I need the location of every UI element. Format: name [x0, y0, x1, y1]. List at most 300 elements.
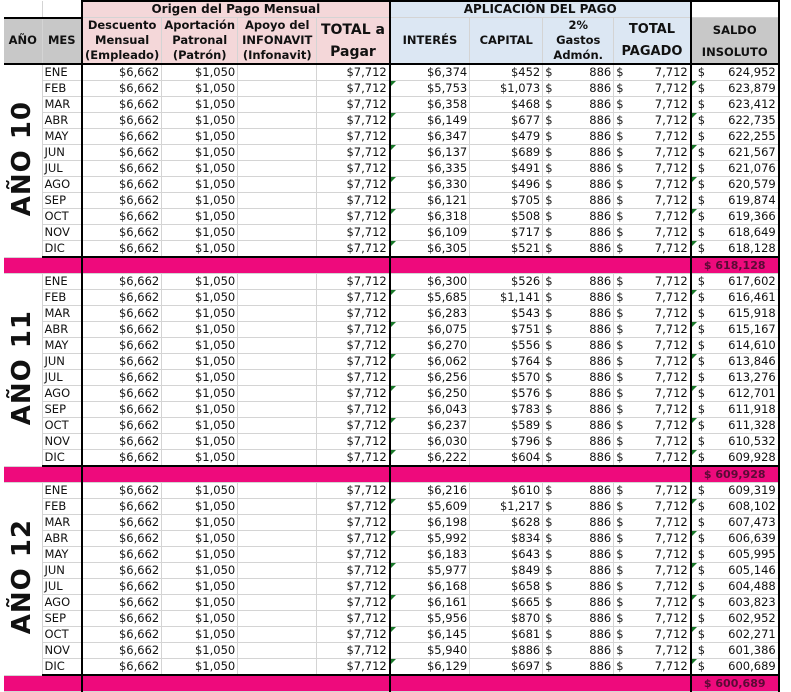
- cell-gastos[interactable]: [543, 643, 614, 659]
- cell-interes[interactable]: $6,347: [390, 129, 470, 145]
- cell-mes[interactable]: ABR: [42, 322, 82, 338]
- cell-total-pagado[interactable]: [614, 129, 691, 145]
- header-interes[interactable]: INTERÉS: [390, 18, 470, 65]
- separator-cell[interactable]: [4, 257, 82, 274]
- cell-gastos[interactable]: [543, 177, 614, 193]
- cell-gastos[interactable]: [543, 450, 614, 467]
- header-aportacion[interactable]: [162, 18, 238, 65]
- cell-apoyo[interactable]: [238, 595, 317, 611]
- cell-descuento[interactable]: $6,662: [82, 113, 162, 129]
- closing-balance[interactable]: $ 618,128: [691, 257, 779, 274]
- cell-saldo[interactable]: [691, 611, 779, 627]
- separator-cell[interactable]: [4, 675, 82, 692]
- cell-capital[interactable]: $849: [470, 563, 543, 579]
- cell-total-pagado[interactable]: [614, 450, 691, 467]
- cell-gastos[interactable]: [543, 274, 614, 290]
- cell-mes[interactable]: ABR: [42, 113, 82, 129]
- cell-interes[interactable]: $6,283: [390, 306, 470, 322]
- cell-descuento[interactable]: $6,662: [82, 129, 162, 145]
- cell-saldo[interactable]: [691, 531, 779, 547]
- cell-total-pagar[interactable]: $7,712: [317, 531, 390, 547]
- cell-gastos[interactable]: [543, 402, 614, 418]
- year-label-cell[interactable]: [4, 483, 42, 676]
- cell-saldo[interactable]: [691, 595, 779, 611]
- cell-aportacion[interactable]: $1,050: [162, 225, 238, 241]
- cell-mes[interactable]: FEB: [42, 290, 82, 306]
- cell-descuento[interactable]: $6,662: [82, 418, 162, 434]
- cell-total-pagado[interactable]: [614, 145, 691, 161]
- cell-total-pagado[interactable]: [614, 531, 691, 547]
- cell-apoyo[interactable]: [238, 177, 317, 193]
- cell-descuento[interactable]: $6,662: [82, 531, 162, 547]
- cell-total-pagado[interactable]: [614, 611, 691, 627]
- cell-descuento[interactable]: $6,662: [82, 499, 162, 515]
- cell-interes[interactable]: $6,198: [390, 515, 470, 531]
- cell-total-pagado[interactable]: [614, 113, 691, 129]
- cell-capital[interactable]: $697: [470, 659, 543, 676]
- cell-total-pagado[interactable]: [614, 402, 691, 418]
- cell-gastos[interactable]: [543, 193, 614, 209]
- cell-interes[interactable]: $6,222: [390, 450, 470, 467]
- cell-total-pagar[interactable]: $7,712: [317, 627, 390, 643]
- cell-gastos[interactable]: [543, 113, 614, 129]
- cell-gastos[interactable]: [543, 563, 614, 579]
- separator-cell[interactable]: [390, 466, 691, 483]
- cell-aportacion[interactable]: $1,050: [162, 241, 238, 258]
- cell-aportacion[interactable]: $1,050: [162, 290, 238, 306]
- cell-mes[interactable]: JUL: [42, 161, 82, 177]
- origen-group-header[interactable]: Origen del Pago Mensual: [82, 1, 390, 18]
- cell-interes[interactable]: $6,358: [390, 97, 470, 113]
- cell-saldo[interactable]: [691, 97, 779, 113]
- cell-aportacion[interactable]: $1,050: [162, 483, 238, 499]
- cell-capital[interactable]: $604: [470, 450, 543, 467]
- cell-mes[interactable]: NOV: [42, 643, 82, 659]
- cell-total-pagar[interactable]: $7,712: [317, 177, 390, 193]
- cell-total-pagar[interactable]: $7,712: [317, 113, 390, 129]
- cell-apoyo[interactable]: [238, 659, 317, 676]
- cell-gastos[interactable]: [543, 129, 614, 145]
- cell-descuento[interactable]: $6,662: [82, 643, 162, 659]
- cell-interes[interactable]: $6,183: [390, 547, 470, 563]
- cell-mes[interactable]: ENE: [42, 64, 82, 81]
- cell-mes[interactable]: JUN: [42, 145, 82, 161]
- cell-total-pagar[interactable]: $7,712: [317, 290, 390, 306]
- cell-saldo[interactable]: [691, 483, 779, 499]
- cell-apoyo[interactable]: [238, 97, 317, 113]
- cell-capital[interactable]: $491: [470, 161, 543, 177]
- cell-total-pagar[interactable]: $7,712: [317, 483, 390, 499]
- cell-total-pagar[interactable]: $7,712: [317, 161, 390, 177]
- cell-mes[interactable]: MAR: [42, 515, 82, 531]
- cell-descuento[interactable]: $6,662: [82, 193, 162, 209]
- cell-interes[interactable]: $6,121: [390, 193, 470, 209]
- cell-capital[interactable]: $717: [470, 225, 543, 241]
- empty-cell[interactable]: [4, 1, 42, 18]
- cell-total-pagar[interactable]: $7,712: [317, 563, 390, 579]
- cell-aportacion[interactable]: $1,050: [162, 370, 238, 386]
- cell-apoyo[interactable]: [238, 338, 317, 354]
- cell-saldo[interactable]: [691, 547, 779, 563]
- cell-capital[interactable]: $526: [470, 274, 543, 290]
- cell-total-pagado[interactable]: [614, 595, 691, 611]
- cell-mes[interactable]: SEP: [42, 611, 82, 627]
- cell-interes[interactable]: $5,685: [390, 290, 470, 306]
- cell-saldo[interactable]: [691, 659, 779, 676]
- cell-aportacion[interactable]: $1,050: [162, 499, 238, 515]
- cell-capital[interactable]: $665: [470, 595, 543, 611]
- cell-total-pagado[interactable]: [614, 97, 691, 113]
- cell-total-pagado[interactable]: [614, 322, 691, 338]
- cell-gastos[interactable]: [543, 659, 614, 676]
- cell-saldo[interactable]: [691, 627, 779, 643]
- separator-cell[interactable]: [82, 675, 390, 692]
- aplicacion-group-header[interactable]: APLICACIÓN DEL PAGO: [390, 1, 691, 18]
- cell-aportacion[interactable]: $1,050: [162, 402, 238, 418]
- cell-descuento[interactable]: $6,662: [82, 579, 162, 595]
- cell-gastos[interactable]: [543, 290, 614, 306]
- cell-total-pagado[interactable]: [614, 563, 691, 579]
- header-saldo[interactable]: [691, 18, 779, 65]
- cell-saldo[interactable]: [691, 370, 779, 386]
- cell-interes[interactable]: $6,300: [390, 274, 470, 290]
- cell-apoyo[interactable]: [238, 64, 317, 81]
- empty-cell[interactable]: [42, 1, 82, 18]
- cell-capital[interactable]: $496: [470, 177, 543, 193]
- cell-descuento[interactable]: $6,662: [82, 274, 162, 290]
- cell-descuento[interactable]: $6,662: [82, 595, 162, 611]
- cell-apoyo[interactable]: [238, 129, 317, 145]
- cell-saldo[interactable]: [691, 241, 779, 258]
- cell-saldo[interactable]: [691, 193, 779, 209]
- cell-gastos[interactable]: [543, 145, 614, 161]
- cell-total-pagar[interactable]: $7,712: [317, 145, 390, 161]
- cell-total-pagado[interactable]: [614, 354, 691, 370]
- cell-total-pagar[interactable]: $7,712: [317, 274, 390, 290]
- cell-gastos[interactable]: [543, 483, 614, 499]
- cell-interes[interactable]: $5,992: [390, 531, 470, 547]
- cell-total-pagar[interactable]: $7,712: [317, 306, 390, 322]
- cell-total-pagar[interactable]: $7,712: [317, 418, 390, 434]
- cell-interes[interactable]: $6,062: [390, 354, 470, 370]
- cell-saldo[interactable]: [691, 290, 779, 306]
- cell-aportacion[interactable]: $1,050: [162, 450, 238, 467]
- cell-aportacion[interactable]: $1,050: [162, 145, 238, 161]
- header-total-pagar[interactable]: [317, 18, 390, 65]
- cell-aportacion[interactable]: $1,050: [162, 563, 238, 579]
- cell-total-pagado[interactable]: [614, 290, 691, 306]
- header-capital[interactable]: CAPITAL: [470, 18, 543, 65]
- cell-saldo[interactable]: [691, 499, 779, 515]
- cell-interes[interactable]: $6,145: [390, 627, 470, 643]
- cell-capital[interactable]: $610: [470, 483, 543, 499]
- cell-total-pagar[interactable]: $7,712: [317, 402, 390, 418]
- cell-gastos[interactable]: [543, 611, 614, 627]
- year-label-cell[interactable]: [4, 274, 42, 467]
- cell-apoyo[interactable]: [238, 81, 317, 97]
- cell-interes[interactable]: $6,335: [390, 161, 470, 177]
- cell-total-pagado[interactable]: [614, 659, 691, 676]
- cell-capital[interactable]: $556: [470, 338, 543, 354]
- cell-gastos[interactable]: [543, 225, 614, 241]
- cell-mes[interactable]: MAY: [42, 129, 82, 145]
- cell-gastos[interactable]: [543, 515, 614, 531]
- cell-gastos[interactable]: [543, 579, 614, 595]
- cell-aportacion[interactable]: $1,050: [162, 129, 238, 145]
- cell-total-pagar[interactable]: $7,712: [317, 659, 390, 676]
- cell-total-pagado[interactable]: [614, 338, 691, 354]
- cell-aportacion[interactable]: $1,050: [162, 611, 238, 627]
- cell-apoyo[interactable]: [238, 193, 317, 209]
- cell-capital[interactable]: $1,217: [470, 499, 543, 515]
- cell-interes[interactable]: $6,129: [390, 659, 470, 676]
- cell-total-pagar[interactable]: $7,712: [317, 209, 390, 225]
- cell-total-pagar[interactable]: $7,712: [317, 193, 390, 209]
- cell-interes[interactable]: $6,043: [390, 402, 470, 418]
- cell-capital[interactable]: $677: [470, 113, 543, 129]
- cell-capital[interactable]: $764: [470, 354, 543, 370]
- cell-total-pagado[interactable]: [614, 418, 691, 434]
- cell-aportacion[interactable]: $1,050: [162, 193, 238, 209]
- cell-capital[interactable]: $1,141: [470, 290, 543, 306]
- cell-capital[interactable]: $576: [470, 386, 543, 402]
- cell-capital[interactable]: $628: [470, 515, 543, 531]
- cell-total-pagar[interactable]: $7,712: [317, 354, 390, 370]
- cell-capital[interactable]: $705: [470, 193, 543, 209]
- cell-capital[interactable]: $479: [470, 129, 543, 145]
- cell-gastos[interactable]: [543, 595, 614, 611]
- cell-descuento[interactable]: $6,662: [82, 161, 162, 177]
- cell-aportacion[interactable]: $1,050: [162, 274, 238, 290]
- cell-capital[interactable]: $870: [470, 611, 543, 627]
- cell-total-pagado[interactable]: [614, 547, 691, 563]
- cell-descuento[interactable]: $6,662: [82, 177, 162, 193]
- cell-mes[interactable]: MAR: [42, 306, 82, 322]
- cell-apoyo[interactable]: [238, 515, 317, 531]
- cell-saldo[interactable]: [691, 402, 779, 418]
- cell-descuento[interactable]: $6,662: [82, 547, 162, 563]
- cell-apoyo[interactable]: [238, 611, 317, 627]
- cell-saldo[interactable]: [691, 129, 779, 145]
- cell-apoyo[interactable]: [238, 627, 317, 643]
- cell-total-pagar[interactable]: $7,712: [317, 386, 390, 402]
- cell-saldo[interactable]: [691, 579, 779, 595]
- cell-gastos[interactable]: [543, 386, 614, 402]
- closing-balance[interactable]: $ 609,928: [691, 466, 779, 483]
- cell-mes[interactable]: AGO: [42, 177, 82, 193]
- cell-capital[interactable]: $689: [470, 145, 543, 161]
- cell-aportacion[interactable]: $1,050: [162, 306, 238, 322]
- cell-apoyo[interactable]: [238, 113, 317, 129]
- cell-gastos[interactable]: [543, 241, 614, 258]
- cell-apoyo[interactable]: [238, 370, 317, 386]
- cell-mes[interactable]: MAR: [42, 97, 82, 113]
- closing-balance[interactable]: $ 600,689: [691, 675, 779, 692]
- cell-mes[interactable]: SEP: [42, 402, 82, 418]
- cell-total-pagar[interactable]: $7,712: [317, 643, 390, 659]
- cell-mes[interactable]: OCT: [42, 209, 82, 225]
- cell-interes[interactable]: $6,149: [390, 113, 470, 129]
- cell-saldo[interactable]: [691, 306, 779, 322]
- cell-aportacion[interactable]: $1,050: [162, 434, 238, 450]
- cell-mes[interactable]: JUL: [42, 579, 82, 595]
- cell-apoyo[interactable]: [238, 241, 317, 258]
- cell-aportacion[interactable]: $1,050: [162, 386, 238, 402]
- separator-cell[interactable]: [4, 466, 82, 483]
- cell-saldo[interactable]: [691, 225, 779, 241]
- cell-total-pagar[interactable]: $7,712: [317, 225, 390, 241]
- cell-interes[interactable]: $6,161: [390, 595, 470, 611]
- cell-mes[interactable]: OCT: [42, 418, 82, 434]
- cell-interes[interactable]: $6,237: [390, 418, 470, 434]
- cell-apoyo[interactable]: [238, 579, 317, 595]
- cell-total-pagar[interactable]: $7,712: [317, 97, 390, 113]
- cell-descuento[interactable]: $6,662: [82, 225, 162, 241]
- cell-descuento[interactable]: $6,662: [82, 354, 162, 370]
- separator-cell[interactable]: [390, 257, 691, 274]
- cell-mes[interactable]: JUN: [42, 563, 82, 579]
- cell-aportacion[interactable]: $1,050: [162, 322, 238, 338]
- cell-mes[interactable]: ENE: [42, 483, 82, 499]
- cell-saldo[interactable]: [691, 322, 779, 338]
- cell-mes[interactable]: NOV: [42, 434, 82, 450]
- cell-total-pagar[interactable]: $7,712: [317, 434, 390, 450]
- cell-descuento[interactable]: $6,662: [82, 434, 162, 450]
- cell-saldo[interactable]: [691, 563, 779, 579]
- cell-gastos[interactable]: [543, 418, 614, 434]
- cell-apoyo[interactable]: [238, 434, 317, 450]
- cell-total-pagar[interactable]: $7,712: [317, 81, 390, 97]
- cell-descuento[interactable]: $6,662: [82, 450, 162, 467]
- cell-mes[interactable]: SEP: [42, 193, 82, 209]
- cell-saldo[interactable]: [691, 434, 779, 450]
- cell-interes[interactable]: $6,270: [390, 338, 470, 354]
- cell-aportacion[interactable]: $1,050: [162, 547, 238, 563]
- cell-aportacion[interactable]: $1,050: [162, 515, 238, 531]
- cell-mes[interactable]: DIC: [42, 659, 82, 676]
- cell-interes[interactable]: $6,305: [390, 241, 470, 258]
- cell-gastos[interactable]: [543, 627, 614, 643]
- cell-apoyo[interactable]: [238, 274, 317, 290]
- cell-aportacion[interactable]: $1,050: [162, 64, 238, 81]
- cell-descuento[interactable]: $6,662: [82, 402, 162, 418]
- cell-capital[interactable]: $796: [470, 434, 543, 450]
- cell-interes[interactable]: $6,109: [390, 225, 470, 241]
- cell-saldo[interactable]: [691, 515, 779, 531]
- cell-saldo[interactable]: [691, 64, 779, 81]
- cell-interes[interactable]: $5,609: [390, 499, 470, 515]
- cell-descuento[interactable]: $6,662: [82, 145, 162, 161]
- cell-gastos[interactable]: [543, 97, 614, 113]
- cell-saldo[interactable]: [691, 113, 779, 129]
- cell-apoyo[interactable]: [238, 290, 317, 306]
- cell-capital[interactable]: $589: [470, 418, 543, 434]
- cell-saldo[interactable]: [691, 161, 779, 177]
- cell-interes[interactable]: $6,256: [390, 370, 470, 386]
- cell-descuento[interactable]: $6,662: [82, 563, 162, 579]
- cell-interes[interactable]: $6,168: [390, 579, 470, 595]
- cell-apoyo[interactable]: [238, 563, 317, 579]
- cell-capital[interactable]: $543: [470, 306, 543, 322]
- cell-apoyo[interactable]: [238, 145, 317, 161]
- cell-mes[interactable]: ENE: [42, 274, 82, 290]
- cell-gastos[interactable]: [543, 161, 614, 177]
- cell-capital[interactable]: $681: [470, 627, 543, 643]
- cell-interes[interactable]: $6,374: [390, 64, 470, 81]
- cell-total-pagado[interactable]: [614, 241, 691, 258]
- cell-apoyo[interactable]: [238, 322, 317, 338]
- cell-saldo[interactable]: [691, 338, 779, 354]
- cell-capital[interactable]: $751: [470, 322, 543, 338]
- cell-interes[interactable]: $6,330: [390, 177, 470, 193]
- cell-gastos[interactable]: [543, 64, 614, 81]
- cell-total-pagado[interactable]: [614, 386, 691, 402]
- cell-aportacion[interactable]: $1,050: [162, 81, 238, 97]
- cell-saldo[interactable]: [691, 386, 779, 402]
- cell-total-pagado[interactable]: [614, 64, 691, 81]
- header-ano[interactable]: AÑO: [4, 18, 42, 65]
- cell-aportacion[interactable]: $1,050: [162, 418, 238, 434]
- cell-apoyo[interactable]: [238, 225, 317, 241]
- cell-mes[interactable]: AGO: [42, 386, 82, 402]
- cell-total-pagar[interactable]: $7,712: [317, 547, 390, 563]
- header-gastos[interactable]: [543, 18, 614, 65]
- cell-aportacion[interactable]: $1,050: [162, 354, 238, 370]
- cell-total-pagar[interactable]: $7,712: [317, 370, 390, 386]
- cell-mes[interactable]: MAY: [42, 338, 82, 354]
- cell-gastos[interactable]: [543, 338, 614, 354]
- cell-mes[interactable]: JUN: [42, 354, 82, 370]
- cell-total-pagar[interactable]: $7,712: [317, 579, 390, 595]
- cell-total-pagar[interactable]: $7,712: [317, 515, 390, 531]
- cell-apoyo[interactable]: [238, 306, 317, 322]
- cell-aportacion[interactable]: $1,050: [162, 177, 238, 193]
- cell-capital[interactable]: $508: [470, 209, 543, 225]
- year-label-cell[interactable]: [4, 64, 42, 257]
- cell-gastos[interactable]: [543, 81, 614, 97]
- cell-interes[interactable]: $6,216: [390, 483, 470, 499]
- cell-total-pagado[interactable]: [614, 579, 691, 595]
- cell-capital[interactable]: $452: [470, 64, 543, 81]
- cell-total-pagado[interactable]: [614, 306, 691, 322]
- cell-gastos[interactable]: [543, 370, 614, 386]
- cell-saldo[interactable]: [691, 354, 779, 370]
- cell-interes[interactable]: $5,956: [390, 611, 470, 627]
- cell-gastos[interactable]: [543, 499, 614, 515]
- cell-aportacion[interactable]: $1,050: [162, 659, 238, 676]
- cell-total-pagar[interactable]: $7,712: [317, 129, 390, 145]
- header-apoyo[interactable]: [238, 18, 317, 65]
- cell-mes[interactable]: FEB: [42, 81, 82, 97]
- cell-total-pagado[interactable]: [614, 370, 691, 386]
- cell-descuento[interactable]: $6,662: [82, 611, 162, 627]
- cell-capital[interactable]: $643: [470, 547, 543, 563]
- cell-aportacion[interactable]: $1,050: [162, 338, 238, 354]
- cell-descuento[interactable]: $6,662: [82, 515, 162, 531]
- cell-apoyo[interactable]: [238, 450, 317, 467]
- cell-saldo[interactable]: [691, 643, 779, 659]
- cell-apoyo[interactable]: [238, 161, 317, 177]
- cell-apoyo[interactable]: [238, 354, 317, 370]
- cell-capital[interactable]: $658: [470, 579, 543, 595]
- cell-descuento[interactable]: $6,662: [82, 64, 162, 81]
- cell-mes[interactable]: OCT: [42, 627, 82, 643]
- cell-capital[interactable]: $468: [470, 97, 543, 113]
- cell-total-pagar[interactable]: $7,712: [317, 595, 390, 611]
- cell-apoyo[interactable]: [238, 418, 317, 434]
- cell-saldo[interactable]: [691, 450, 779, 467]
- cell-total-pagar[interactable]: $7,712: [317, 64, 390, 81]
